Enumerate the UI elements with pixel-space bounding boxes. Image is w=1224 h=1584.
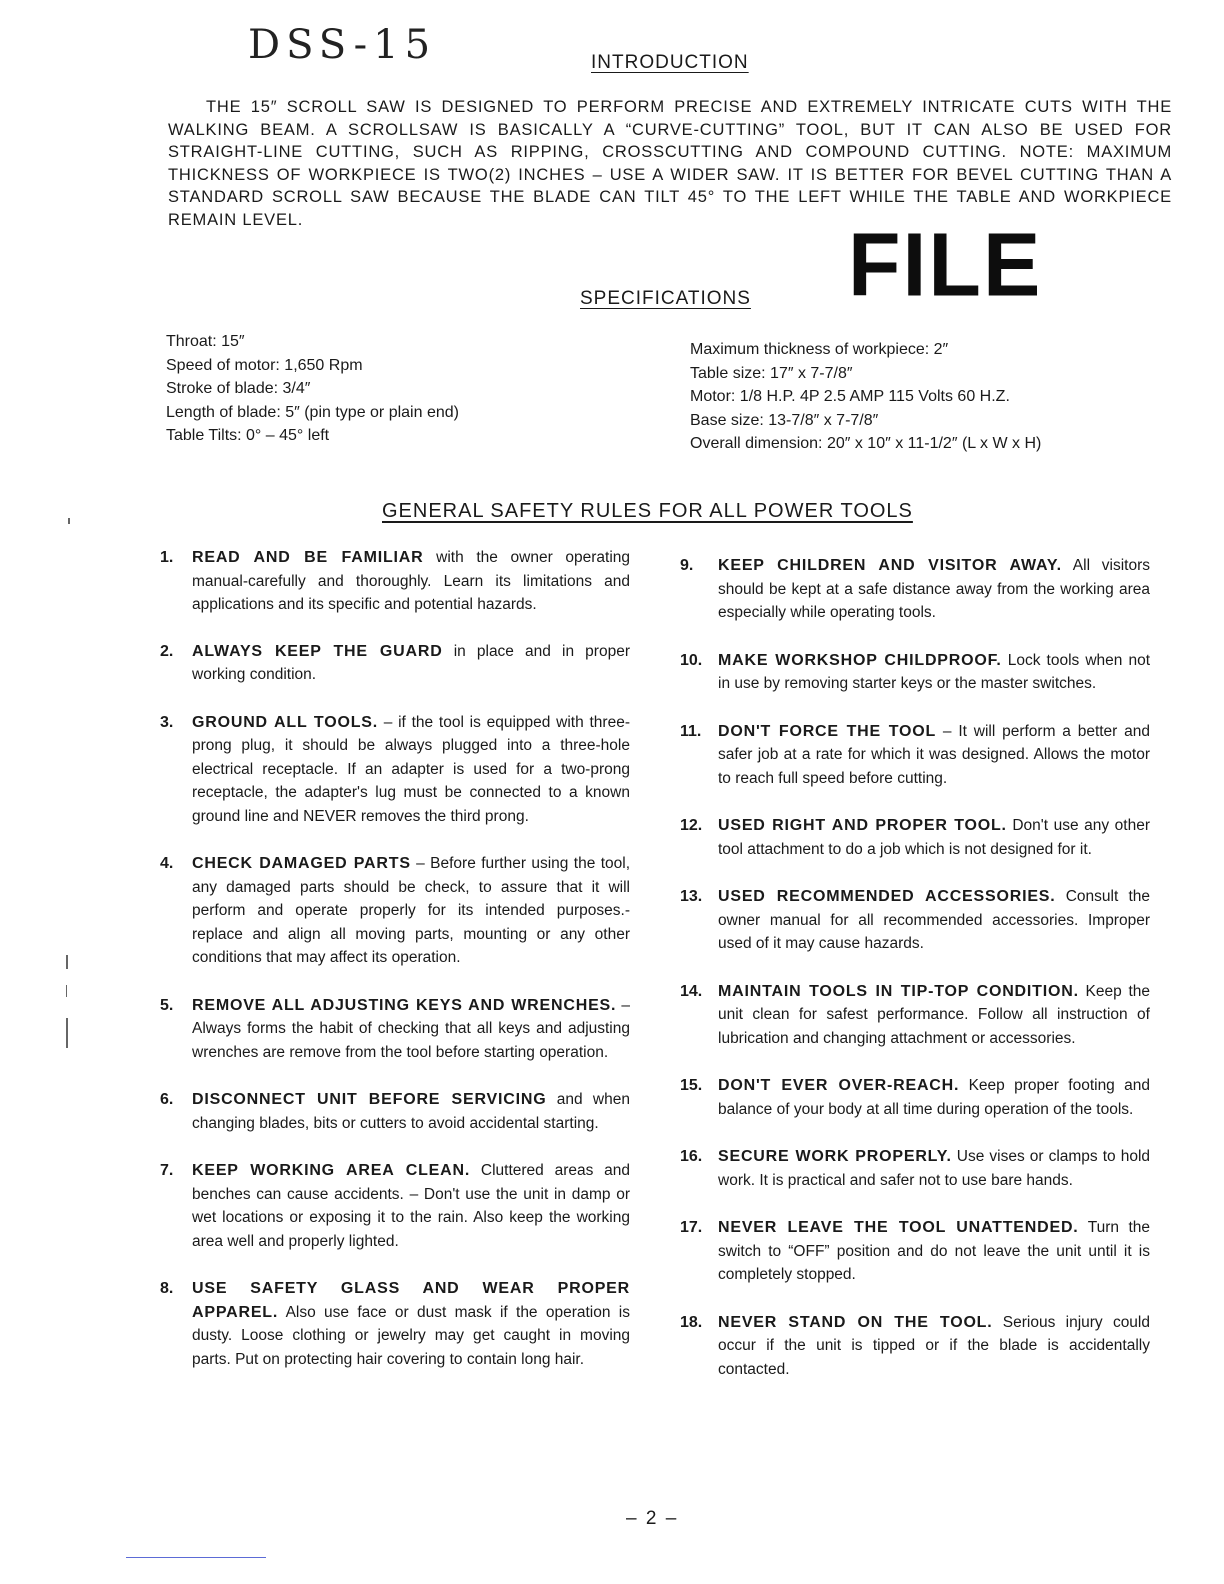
rule-lead: DON'T EVER OVER-REACH. (718, 1077, 960, 1094)
specifications-heading: SPECIFICATIONS (580, 288, 751, 309)
rule-number: 12. (680, 817, 703, 834)
safety-rule (160, 852, 630, 970)
rule-number: 5. (160, 996, 174, 1014)
safety-rule (680, 1216, 1150, 1287)
safety-rules-left-column (160, 546, 630, 1371)
scan-speck (66, 955, 68, 969)
rule-lead: NEVER LEAVE THE TOOL UNATTENDED. (718, 1219, 1079, 1236)
spec-blade-stroke: Stroke of blade: 3/4″ (166, 380, 311, 397)
rule-text: Turn the switch to “OFF” position and do not leave the unit until it is completely stopped. (718, 1219, 1150, 1283)
safety-rule (680, 1311, 1150, 1382)
spec-overall-dimension: Overall dimension: 20″ x 10″ x 11-1/2″ (L x W x H) (690, 435, 1042, 452)
safety-rules-heading: GENERAL SAFETY RULES FOR ALL POWER TOOLS (382, 500, 913, 522)
rule-number: 15. (680, 1077, 703, 1094)
safety-rule (160, 711, 630, 829)
rule-lead: USE SAFETY GLASS AND WEAR PROPER APPAREL. (192, 1280, 630, 1321)
rule-text: Keep the unit clean for safest performance. Follow all instruction of lubrication and changing attachment or accessories. (718, 982, 1150, 1047)
rule-text: Also use face or dust mask if the operation is dusty. Loose clothing or jewelry may get caught in moving parts. Put on protecting hair covering to contain long hair. (192, 1303, 630, 1368)
rule-lead: ALWAYS KEEP THE GUARD (192, 642, 443, 660)
spec-motor: Motor: 1/8 H.P. 4P 2.5 AMP 115 Volts 60 H.Z. (690, 388, 1010, 405)
rule-text: – Before further using the tool, any damaged parts should be check, to assure that it will perform and operate properly for its intended purposes.- replace and align all moving parts, mounting or any other conditions that may affect its operation. (192, 855, 630, 966)
rule-number: 16. (680, 1148, 703, 1165)
scan-speck (66, 985, 67, 997)
rule-number: 9. (680, 557, 694, 574)
rule-lead: DON'T FORCE THE TOOL (718, 722, 937, 740)
safety-rule (680, 554, 1150, 625)
scan-speck (68, 518, 70, 524)
rule-text: Cluttered areas and benches can cause accidents. – Don't use the unit in damp or wet locations or exposing it to the rain. Also keep the working area well and properly lighted. (192, 1162, 631, 1250)
rule-number: 10. (680, 651, 703, 669)
specifications-left-column (166, 330, 586, 448)
rule-number: 17. (680, 1219, 703, 1236)
rule-number: 7. (160, 1162, 174, 1179)
rule-lead: DISCONNECT UNIT BEFORE SERVICING (192, 1091, 547, 1108)
rule-text: Keep proper footing and balance of your body at all time during operation of the tools. (718, 1077, 1150, 1118)
rule-text: Lock tools when not in use by removing starter keys or the master switches. (718, 651, 1151, 692)
rule-lead: GROUND ALL TOOLS. (192, 713, 378, 731)
introduction-heading: INTRODUCTION (591, 52, 749, 73)
safety-rules-right-column (680, 554, 1150, 1381)
spec-max-thickness: Maximum thickness of workpiece: 2″ (690, 341, 949, 358)
rule-lead: NEVER STAND ON THE TOOL. (718, 1313, 993, 1331)
safety-rule (160, 640, 630, 687)
safety-rule (680, 1074, 1150, 1121)
safety-rule (680, 1145, 1150, 1192)
spec-base-size: Base size: 13-7/8″ x 7-7/8″ (690, 411, 879, 429)
page-number: – 2 – (626, 1508, 679, 1529)
safety-rule (680, 649, 1150, 696)
introduction-paragraph: THE 15″ SCROLL SAW IS DESIGNED TO PERFORM PRECISE AND EXTREMELY INTRICATE CUTS WITH THE WALKING BEAM. A SCROLLSAW IS BASICALLY A “CURVE-CUTTING” TOOL, BUT IT CAN ALSO BE USED FOR STRAIGHT-LINE CUTTING, SUCH AS RIPPING, CROSSCUTTING AND COMPOUND CUTTING. NOTE: MAXIMUM THICKNESS OF WORKPIECE IS TWO(2) INCHES – USE A WIDER SAW. IT IS BETTER FOR BEVEL CUTTING THAN A STANDARD SCROLL SAW BECAUSE THE BLADE CAN TILT 45° TO THE LEFT WHILE THE TABLE AND WORKPIECE REMAIN LEVEL. (168, 98, 1172, 229)
safety-rule (680, 814, 1150, 861)
rule-number: 13. (680, 888, 703, 905)
spec-blade-length: Length of blade: 5″ (pin type or plain end) (166, 403, 459, 421)
rule-lead: KEEP CHILDREN AND VISITOR AWAY. (718, 557, 1062, 574)
rule-lead: CHECK DAMAGED PARTS (192, 855, 411, 872)
rule-number: 6. (160, 1091, 174, 1108)
rule-number: 3. (160, 713, 174, 731)
safety-rule (160, 994, 630, 1065)
rule-lead: READ AND BE FAMILIAR (192, 549, 424, 566)
safety-rule (160, 1277, 630, 1371)
scan-speck (66, 1018, 68, 1048)
rule-text: Serious injury could occur if the unit is tipped or if the blade is accidentally contacted. (718, 1313, 1150, 1378)
rule-number: 8. (160, 1280, 174, 1297)
file-stamp: FILE (848, 214, 1043, 316)
scan-artifact-line (126, 1557, 266, 1558)
rule-number: 2. (160, 642, 174, 660)
rule-lead: REMOVE ALL ADJUSTING KEYS AND WRENCHES. (192, 996, 617, 1014)
safety-rule (680, 980, 1150, 1051)
spec-table-size: Table size: 17″ x 7-7/8″ (690, 364, 853, 382)
rule-text: Don't use any other tool attachment to do a job which is not designed for it. (718, 817, 1150, 858)
spec-throat: Throat: 15″ (166, 333, 245, 350)
rule-lead: USED RIGHT AND PROPER TOOL. (718, 817, 1007, 834)
spec-motor-speed: Speed of motor: 1,650 Rpm (166, 356, 363, 374)
rule-text: Consult the owner manual for all recommended accessories. Improper used of it may cause hazards. (718, 888, 1150, 952)
safety-rule (160, 1088, 630, 1135)
rule-lead: MAINTAIN TOOLS IN TIP-TOP CONDITION. (718, 982, 1079, 1000)
rule-lead: MAKE WORKSHOP CHILDPROOF. (718, 651, 1002, 669)
spec-table-tilts: Table Tilts: 0° – 45° left (166, 427, 330, 444)
rule-lead: SECURE WORK PROPERLY. (718, 1148, 952, 1165)
rule-number: 14. (680, 982, 703, 1000)
rule-text: Use vises or clamps to hold work. It is practical and safer not to use bare hands. (718, 1148, 1151, 1189)
rule-text: – Always forms the habit of checking that all keys and adjusting wrenches are remove from the tool before starting operation. (192, 996, 630, 1061)
rule-text: All visitors should be kept at a safe distance away from the working area especially while operating tools. (718, 557, 1150, 621)
rule-number: 4. (160, 855, 174, 872)
safety-rule (160, 546, 630, 617)
rule-text: in place and in proper working condition. (192, 642, 630, 683)
rule-text: – if the tool is equipped with three-prong plug, it should be always plugged into a three-hole electrical receptacle. If an adapter is used for a two-prong receptacle, the adapter's lug must be connected to a known ground line and NEVER removes the third prong. (192, 713, 630, 825)
rule-number: 18. (680, 1313, 703, 1331)
rule-lead: KEEP WORKING AREA CLEAN. (192, 1162, 471, 1179)
rule-number: 1. (160, 549, 174, 566)
handwritten-model-note: DSS-15 (248, 22, 437, 68)
rule-text: and when changing blades, bits or cutters to avoid accidental starting. (192, 1091, 630, 1132)
rule-number: 11. (680, 722, 702, 740)
safety-rule (160, 1159, 630, 1253)
rule-text: – It will perform a better and safer job at a rate for which it was designed. Allows the motor to reach full speed before cutting. (718, 722, 1150, 787)
specifications-right-column (690, 338, 1150, 456)
rule-lead: USED RECOMMENDED ACCESSORIES. (718, 888, 1056, 905)
rule-text: with the owner operating manual-carefully and thoroughly. Learn its limitations and applications and its specific and potential hazards. (192, 549, 630, 613)
safety-rule (680, 720, 1150, 791)
safety-rule (680, 885, 1150, 956)
